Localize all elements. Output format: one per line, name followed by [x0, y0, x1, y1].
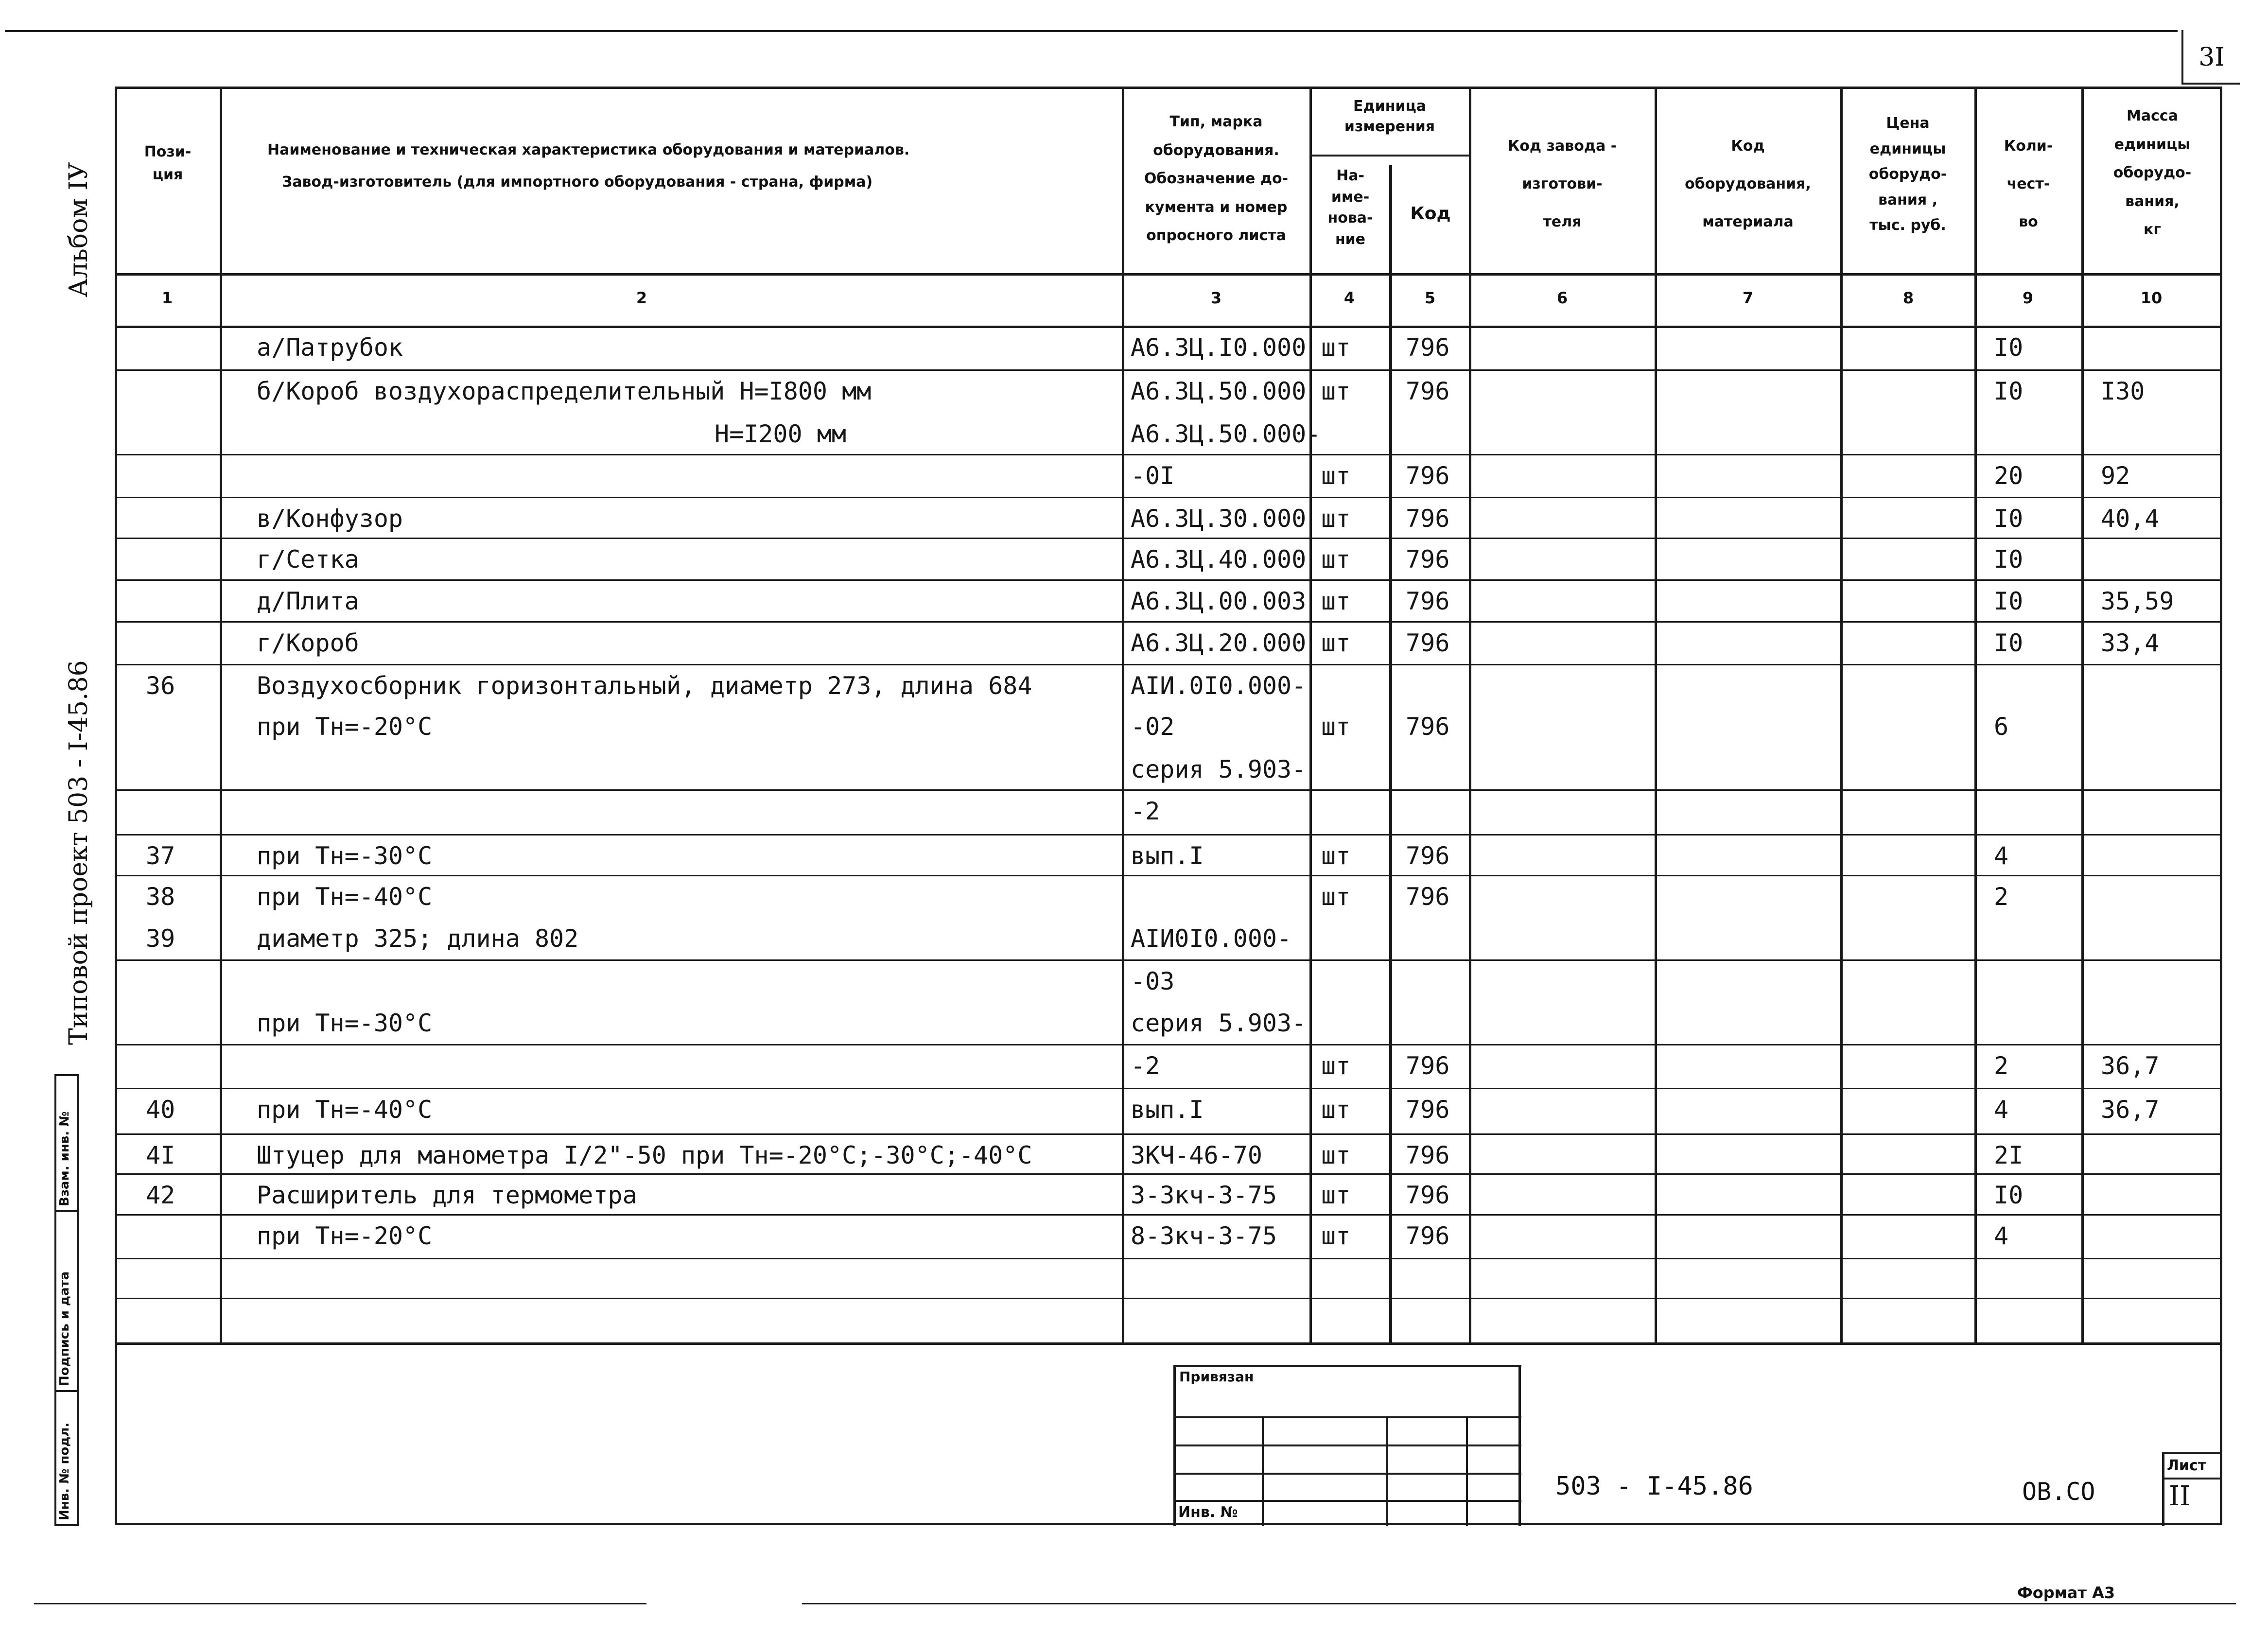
col-number-8: 8	[1902, 289, 1914, 307]
row-type: -02	[1131, 713, 1175, 741]
row-name: при Тн=-30°С	[257, 1009, 433, 1037]
row-mass: 33,4	[2101, 629, 2160, 657]
row-unit: шт	[1321, 587, 1351, 615]
row-type: 3КЧ-46-70	[1131, 1141, 1262, 1169]
header-col7: Код оборудования, материала	[1685, 138, 1811, 230]
row-type: серия 5.903-	[1131, 755, 1307, 783]
row-position: 4I	[146, 1141, 175, 1169]
row-mass: 36,7	[2101, 1096, 2160, 1124]
row-unit: шт	[1321, 842, 1351, 870]
row-name: диаметр 325; длина 802	[257, 924, 579, 953]
row-quantity: I0	[1994, 545, 2024, 574]
header-col8: Цена единицы оборудо- вания , тыс. руб.	[1868, 115, 1947, 234]
col-number-5: 5	[1424, 289, 1436, 307]
row-code: 796	[1406, 842, 1450, 870]
row-unit: шт	[1321, 505, 1351, 533]
row-code: 796	[1406, 505, 1450, 533]
row-unit: шт	[1321, 1052, 1351, 1080]
row-type: -2	[1131, 1052, 1160, 1080]
row-unit: шт	[1321, 1222, 1351, 1250]
row-type: -2	[1131, 797, 1160, 825]
row-code: 796	[1406, 545, 1450, 574]
row-name: при Тн=-40°С	[257, 883, 433, 911]
header-col1: Пози- ция	[144, 143, 192, 183]
row-name: а/Патрубок	[257, 333, 403, 362]
col-number-1: 1	[161, 289, 173, 307]
row-divider	[115, 664, 2222, 665]
row-name: б/Короб воздухораспределительный Н=I800 мм	[257, 377, 872, 405]
header-col5: Код	[1410, 204, 1451, 224]
row-code: 796	[1406, 1141, 1450, 1169]
row-divider	[115, 454, 2222, 455]
row-type: А6.3Ц.40.000	[1131, 545, 1307, 574]
row-name: Воздухосборник горизонтальный, диаметр 273, длина 684	[257, 672, 1032, 700]
row-type: -03	[1131, 967, 1175, 995]
row-unit: шт	[1321, 713, 1351, 741]
col-number-3: 3	[1210, 289, 1222, 307]
document-stage: ОВ.СО	[2022, 1478, 2095, 1506]
stamp-label-original: Инв. № подл.	[57, 1422, 72, 1520]
row-position: 40	[146, 1096, 175, 1124]
row-mass: I30	[2101, 377, 2145, 405]
row-unit: шт	[1321, 1096, 1351, 1124]
row-divider	[115, 579, 2222, 581]
row-name: в/Конфузор	[257, 505, 403, 533]
row-type: вып.I	[1131, 1096, 1204, 1124]
row-quantity: 2	[1994, 1052, 2009, 1080]
row-type: А6.3Ц.50.000	[1131, 377, 1307, 405]
inv-number-label: Инв. №	[1178, 1504, 1238, 1521]
row-name: д/Плита	[257, 587, 359, 615]
row-unit: шт	[1321, 462, 1351, 490]
row-type: А6.3Ц.20.000	[1131, 629, 1307, 657]
row-quantity: I0	[1994, 505, 2024, 533]
header-col9: Коли- чест- во	[2004, 138, 2053, 230]
row-quantity: 20	[1994, 462, 2024, 490]
row-unit: шт	[1321, 629, 1351, 657]
row-quantity: 4	[1994, 842, 2009, 870]
row-code: 796	[1406, 883, 1450, 911]
row-name: при Тн=-40°С	[257, 1096, 433, 1124]
row-divider	[115, 1173, 2222, 1175]
row-divider	[115, 1088, 2222, 1089]
header-col4: На- име- нова- ние	[1327, 167, 1373, 248]
document-designation: 503 - I-45.86	[1555, 1472, 1753, 1501]
row-type: серия 5.903-	[1131, 1009, 1307, 1037]
row-quantity: I0	[1994, 587, 2024, 615]
row-position: 42	[146, 1181, 175, 1209]
row-divider	[115, 497, 2222, 498]
row-unit: шт	[1321, 545, 1351, 574]
row-type: А6.3Ц.30.000	[1131, 505, 1307, 533]
row-quantity: I0	[1994, 1181, 2024, 1209]
row-code: 796	[1406, 333, 1450, 362]
col-number-10: 10	[2140, 289, 2163, 307]
row-name: г/Короб	[257, 629, 359, 657]
col-number-2: 2	[636, 289, 647, 307]
col-number-9: 9	[2022, 289, 2034, 307]
row-type: вып.I	[1131, 842, 1204, 870]
row-code: 796	[1406, 462, 1450, 490]
row-code: 796	[1406, 1052, 1450, 1080]
header-col2: Наименование и техническая характеристика оборудования и материалов. Завод-изготовитель (для импортного оборудования - страна, фирма)	[267, 141, 910, 191]
header-unit-group: Единица измерения	[1344, 98, 1435, 135]
row-divider	[115, 789, 2222, 791]
row-unit: шт	[1321, 883, 1351, 911]
row-quantity: I0	[1994, 333, 2024, 362]
row-code: 796	[1406, 629, 1450, 657]
row-divider	[115, 1298, 2222, 1299]
row-name: Н=I200 мм	[715, 420, 846, 448]
row-unit: шт	[1321, 333, 1351, 362]
row-divider	[115, 621, 2222, 623]
privyazan-label: Привязан	[1179, 1369, 1254, 1385]
row-type: А6.3Ц.50.000-	[1131, 420, 1321, 448]
row-name: г/Сетка	[257, 545, 359, 574]
row-type: АIИ0I0.000-	[1131, 924, 1292, 953]
row-divider	[115, 875, 2222, 876]
row-code: 796	[1406, 713, 1450, 741]
row-name: при Тн=-20°С	[257, 713, 433, 741]
row-mass: 40,4	[2101, 505, 2160, 533]
row-divider	[115, 1133, 2222, 1135]
row-divider	[115, 369, 2222, 371]
row-code: 796	[1406, 1222, 1450, 1250]
header-col10: Масса единицы оборудо- вания, кг	[2113, 107, 2192, 238]
row-divider	[115, 959, 2222, 961]
col-number-7: 7	[1742, 289, 1754, 307]
row-mass: 92	[2101, 462, 2130, 490]
col-number-6: 6	[1556, 289, 1568, 307]
row-name: Расширитель для термометра	[257, 1181, 637, 1209]
row-position: 39	[146, 924, 175, 953]
row-quantity: 4	[1994, 1222, 2009, 1250]
row-name: Штуцер для манометра I/2"-50 при Тн=-20°С;-30°С;-40°С	[257, 1141, 1032, 1169]
row-unit: шт	[1321, 1141, 1351, 1169]
row-unit: шт	[1321, 1181, 1351, 1209]
row-name: при Тн=-20°С	[257, 1222, 433, 1250]
col-number-4: 4	[1343, 289, 1355, 307]
row-quantity: 2I	[1994, 1141, 2024, 1169]
row-unit: шт	[1321, 377, 1351, 405]
row-name: при Тн=-30°С	[257, 842, 433, 870]
row-divider	[115, 538, 2222, 539]
row-type: 8-3кч-3-75	[1131, 1222, 1277, 1250]
album-label: Альбом IУ	[64, 162, 93, 297]
row-quantity: I0	[1994, 629, 2024, 657]
row-code: 796	[1406, 1096, 1450, 1124]
project-label: Типовой проект 503 - I-45.86	[64, 660, 93, 1045]
row-position: 38	[146, 883, 175, 911]
row-code: 796	[1406, 1181, 1450, 1209]
sheet-label: Лист	[2167, 1457, 2207, 1474]
row-mass: 36,7	[2101, 1052, 2160, 1080]
format-label: Формат А3	[2017, 1584, 2115, 1602]
row-position: 36	[146, 672, 175, 700]
row-divider	[115, 834, 2222, 835]
stamp-label-replace: Взам. инв. №	[57, 1111, 72, 1206]
row-quantity: 6	[1994, 713, 2009, 741]
row-divider	[115, 1044, 2222, 1045]
sheet-number: II	[2169, 1480, 2191, 1512]
row-type: А6.3Ц.00.003	[1131, 587, 1307, 615]
row-code: 796	[1406, 587, 1450, 615]
row-divider	[115, 1214, 2222, 1216]
row-position: 37	[146, 842, 175, 870]
row-type: 3-3кч-3-75	[1131, 1181, 1277, 1209]
row-type: АIИ.0I0.000-	[1131, 672, 1307, 700]
row-type: А6.3Ц.I0.000	[1131, 333, 1307, 362]
page-number: 3I	[2198, 43, 2225, 72]
row-mass: 35,59	[2101, 587, 2174, 615]
row-type: -0I	[1131, 462, 1175, 490]
row-quantity: 4	[1994, 1096, 2009, 1124]
row-divider	[115, 1258, 2222, 1259]
row-quantity: 2	[1994, 883, 2009, 911]
row-code: 796	[1406, 377, 1450, 405]
header-col3: Тип, марка оборудования. Обозначение до- кумента и номер опросного листа	[1144, 113, 1289, 244]
row-quantity: I0	[1994, 377, 2024, 405]
header-col6: Код завода - изготови- теля	[1507, 138, 1617, 230]
stamp-label-signature: Подпись и дата	[57, 1271, 72, 1386]
